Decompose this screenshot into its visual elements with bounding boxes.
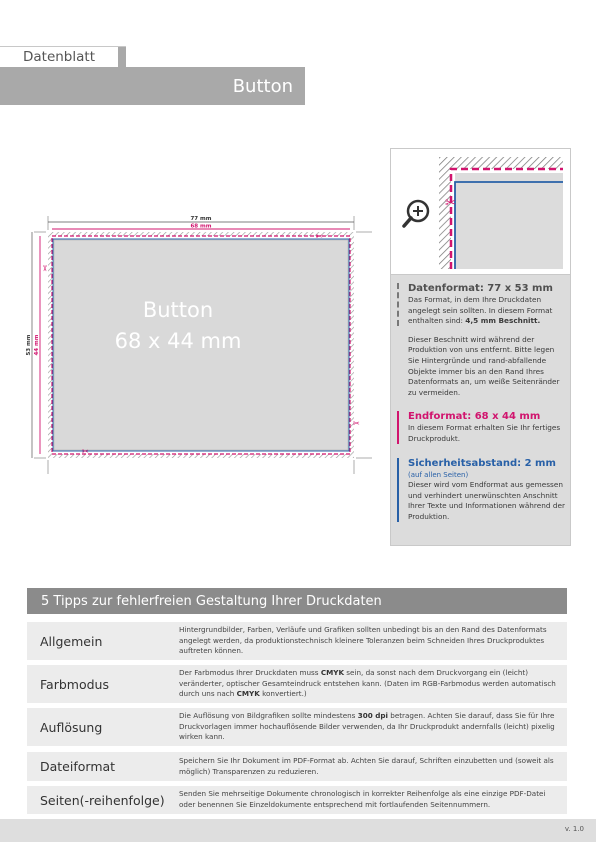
datenformat-text: Das Format, in dem Ihre Druckdaten angelegt sein sollten. In diesem Format enthalten sind: 4,5 mm Beschnitt.	[408, 295, 553, 326]
footer-bar	[0, 819, 596, 842]
sicherheit-block	[403, 457, 565, 523]
sicherheit-text: Dieser wird vom Endformat aus gemessen und verhindert unerwünschten Anschnitt Ihrer Texte und Informationen während der Produktion.	[408, 480, 565, 521]
beschnitt-text: Dieser Beschnitt wird während der Produktion von uns entfernt. Bitte legen Sie Hintergründe und rand-abfallende Objekte immer bis an den Rand Ihres Datenformats an, um weiße Seitenränder zu vermeiden.	[408, 334, 560, 397]
tip-text: Senden Sie mehrseitige Dokumente chronologisch in korrekter Reihenfolge als eine einzige PDF-Datei oder benennen Sie Einzeldokumente entsprechend mit fortlaufenden Seitennummern.	[179, 789, 546, 809]
title-band	[0, 67, 305, 105]
tip-text: Speichern Sie Ihr Dokument im PDF-Format ab. Achten Sie darauf, Schriften einzubetten und (soweit als möglich) Transparenzen zu reduzieren.	[179, 755, 554, 776]
tip-key: Farbmodus	[40, 676, 109, 692]
datenformat-block	[403, 282, 565, 327]
tip-row	[27, 665, 567, 703]
version-label: v. 1.0	[564, 825, 584, 833]
tip-text: Hintergrundbilder, Farben, Verläufe und Grafiken sollten unbedingt bis an den Rand des Datenformats angelegt werden, da produktionstechnisch kleinere Toleranzen beim Schneiden Ihres Druckproduktes auftreten können.	[179, 624, 547, 656]
scissors-icon: ✂	[445, 196, 456, 211]
tip-key: Dateiformat	[40, 759, 116, 774]
scissors-icon: ✂	[40, 265, 49, 272]
page-title: Button	[232, 75, 293, 97]
tip-row	[27, 786, 567, 814]
zoom-illustration	[391, 149, 570, 275]
tips-title: 5 Tipps zur fehlerfreien Gestaltung Ihrer Druckdaten	[27, 588, 567, 614]
tip-key: Auflösung	[40, 719, 103, 735]
tip-text: Die Auflösung von Bildgrafiken sollte mindestens 300 dpi betragen. Achten Sie darauf, dass Sie für Ihre Druckvorlagen immer hochauflösende Bilder verwenden, da Ihr Druckprodukt andernfalls (leicht) pixelig wirken kann.	[179, 710, 555, 742]
scissors-icon: ✂	[353, 419, 360, 428]
scissors-icon: ✂	[82, 447, 89, 456]
height-outer-label: 53 mm	[26, 334, 32, 356]
magnifier-icon	[404, 201, 428, 226]
datasheet-tab: Datenblatt	[0, 47, 118, 67]
tip-row	[27, 708, 567, 746]
tip-text: Der Farbmodus Ihrer Druckdaten muss CMYK sein, da sonst nach dem Druckvorgang ein (leicht) veränderter, optischer Gesamteindruck entstehen kann. (Daten im RGB-Farbmodus werden automatisch durch uns nach CMYK konvertiert.)	[179, 667, 556, 699]
scissors-icon: ✂	[316, 232, 323, 241]
sicherheit-sub: (auf allen Seiten)	[408, 470, 469, 479]
tip-row	[27, 752, 567, 781]
endformat-text: In diesem Format erhalten Sie Ihr fertiges Druckprodukt.	[408, 423, 561, 443]
tip-key: Seiten(-reihenfolge)	[40, 792, 165, 808]
endformat-block	[403, 410, 565, 444]
width-inner-label: 68 mm	[190, 223, 212, 230]
endformat-title: Endformat: 68 x 44 mm	[408, 411, 541, 423]
tip-row	[27, 622, 567, 660]
tip-key: Allgemein	[40, 633, 103, 649]
height-inner-label: 44 mm	[34, 334, 40, 356]
format-diagram	[20, 208, 380, 476]
corner-detail	[391, 149, 570, 274]
legend-panel	[390, 148, 571, 546]
width-outer-label: 77 mm	[190, 216, 212, 222]
sicherheit-title: Sicherheitsabstand: 2 mm	[408, 457, 556, 469]
header-tab-edge	[118, 47, 126, 67]
datenformat-title: Datenformat: 77 x 53 mm	[408, 283, 553, 294]
legend-text	[403, 282, 565, 523]
product-name: Button	[142, 298, 214, 322]
product-size: 68 x 44 mm	[114, 329, 242, 353]
